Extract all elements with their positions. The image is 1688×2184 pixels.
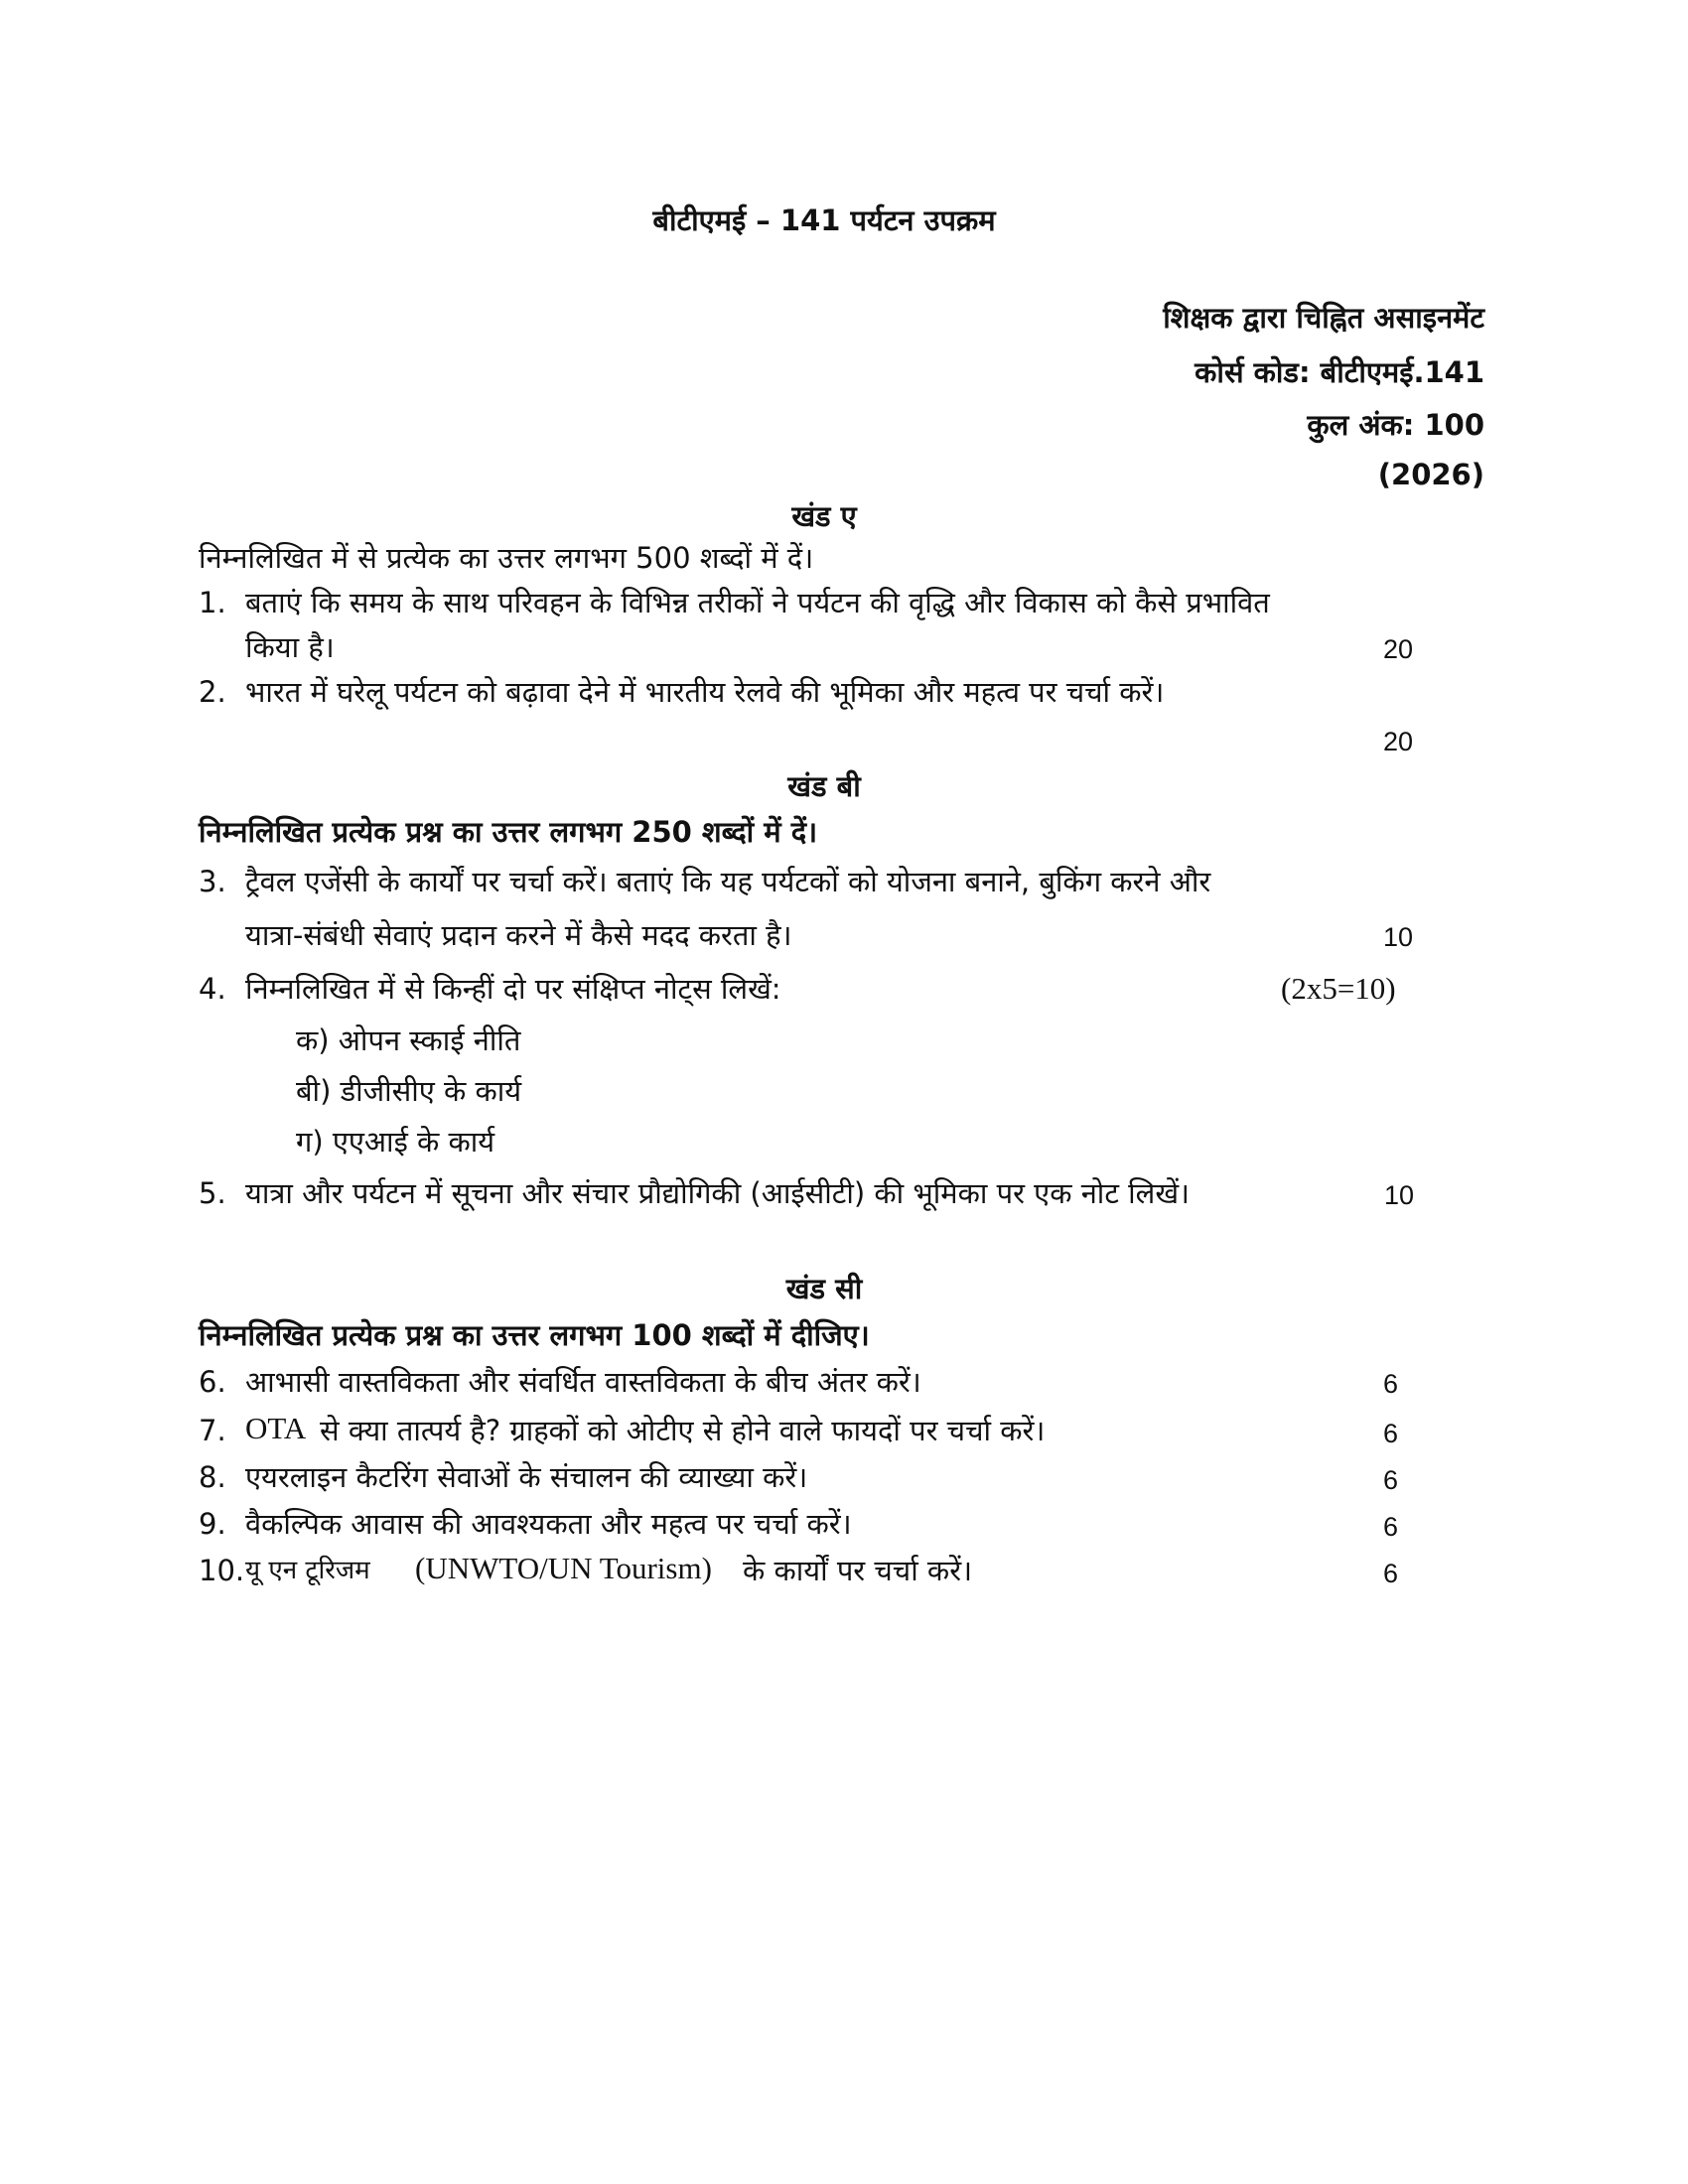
question-marks: 20	[1383, 727, 1414, 756]
question-number: 6.	[199, 1365, 226, 1399]
abbreviation-text: OTA	[245, 1411, 307, 1445]
question-number: 3.	[199, 865, 226, 898]
document-title: बीटीएमई – 141 पर्यटन उपक्रम	[652, 204, 996, 237]
question-text: आभासी वास्तविकता और संवर्धित वास्तविकता के बीच अंतर करें।	[245, 1365, 921, 1399]
question-number: 8.	[199, 1460, 226, 1494]
section-b-heading: खंड बी	[787, 769, 861, 803]
question-marks: 6	[1383, 1465, 1399, 1495]
year: (2026)	[1377, 458, 1484, 491]
question-number: 2.	[199, 675, 226, 709]
question-number: 5.	[199, 1176, 226, 1210]
abbreviation-text: (UNWTO/UN Tourism)	[415, 1551, 712, 1585]
question-text: यात्रा और पर्यटन में सूचना और संचार प्रौद्योगिकी (आईसीटी) की भूमिका पर एक नोट लिखें।	[245, 1176, 1191, 1210]
question-number: 9.	[199, 1507, 226, 1541]
question-text: से क्या तात्पर्य है? ग्राहकों को ओटीए से होने वाले फायदों पर चर्चा करें।	[320, 1414, 1046, 1447]
section-c-heading: खंड सी	[785, 1272, 863, 1305]
question-number: 4.	[199, 972, 226, 1006]
question-marks: 10	[1383, 922, 1414, 952]
section-a-heading: खंड ए	[791, 499, 857, 533]
question-text: किया है।	[245, 630, 335, 664]
option-item: क) ओपन स्काई नीति	[296, 1024, 521, 1057]
course-code: कोर्स कोड: बीटीएमई.141	[1195, 355, 1484, 389]
question-text: ट्रैवल एजेंसी के कार्यों पर चर्चा करें। बताएं कि यह पर्यटकों को योजना बनाने, बुकिंग करने और	[245, 865, 1211, 898]
question-text: यात्रा-संबंधी सेवाएं प्रदान करने में कैसे मदद करता है।	[245, 918, 792, 952]
section-c-instruction: निम्नलिखित प्रत्येक प्रश्न का उत्तर लगभग 100 शब्दों में दीजिए।	[199, 1318, 870, 1352]
question-marks: 6	[1383, 1559, 1399, 1588]
question-text: निम्नलिखित में से किन्हीं दो पर संक्षिप्त नोट्स लिखें:	[245, 972, 781, 1006]
question-text: एयरलाइन कैटरिंग सेवाओं के संचालन की व्याख्या करें।	[245, 1460, 808, 1494]
section-a-instruction: निम्नलिखित में से प्रत्येक का उत्तर लगभग 500 शब्दों में दें।	[199, 541, 814, 575]
option-item: ग) एएआई के कार्य	[296, 1125, 495, 1159]
question-marks: 6	[1383, 1512, 1399, 1542]
question-marks: (2x5=10)	[1281, 971, 1396, 1006]
total-marks: कुल अंक: 100	[1307, 408, 1484, 442]
option-item: बी) डीजीसीए के कार्य	[296, 1074, 522, 1108]
question-text: बताएं कि समय के साथ परिवहन के विभिन्न तरीकों ने पर्यटन की वृद्धि और विकास को कैसे प्रभावित	[245, 586, 1270, 619]
question-text: के कार्यों पर चर्चा करें।	[743, 1554, 973, 1587]
assignment-type: शिक्षक द्वारा चिह्नित असाइनमेंट	[1163, 301, 1484, 335]
question-number: 7.	[199, 1414, 226, 1447]
question-text: भारत में घरेलू पर्यटन को बढ़ावा देने में भारतीय रेलवे की भूमिका और महत्व पर चर्चा करें।	[245, 675, 1165, 709]
question-number: 1.	[199, 586, 226, 619]
question-marks: 20	[1383, 634, 1414, 664]
question-text: यू एन टूरिजम	[245, 1556, 370, 1585]
section-b-instruction: निम्नलिखित प्रत्येक प्रश्न का उत्तर लगभग 250 शब्दों में दें।	[199, 815, 818, 849]
question-marks: 10	[1384, 1180, 1415, 1210]
question-marks: 6	[1383, 1419, 1399, 1448]
question-text: वैकल्पिक आवास की आवश्यकता और महत्व पर चर्चा करें।	[245, 1507, 852, 1541]
question-marks: 6	[1383, 1369, 1399, 1399]
question-number: 10.	[199, 1554, 245, 1587]
